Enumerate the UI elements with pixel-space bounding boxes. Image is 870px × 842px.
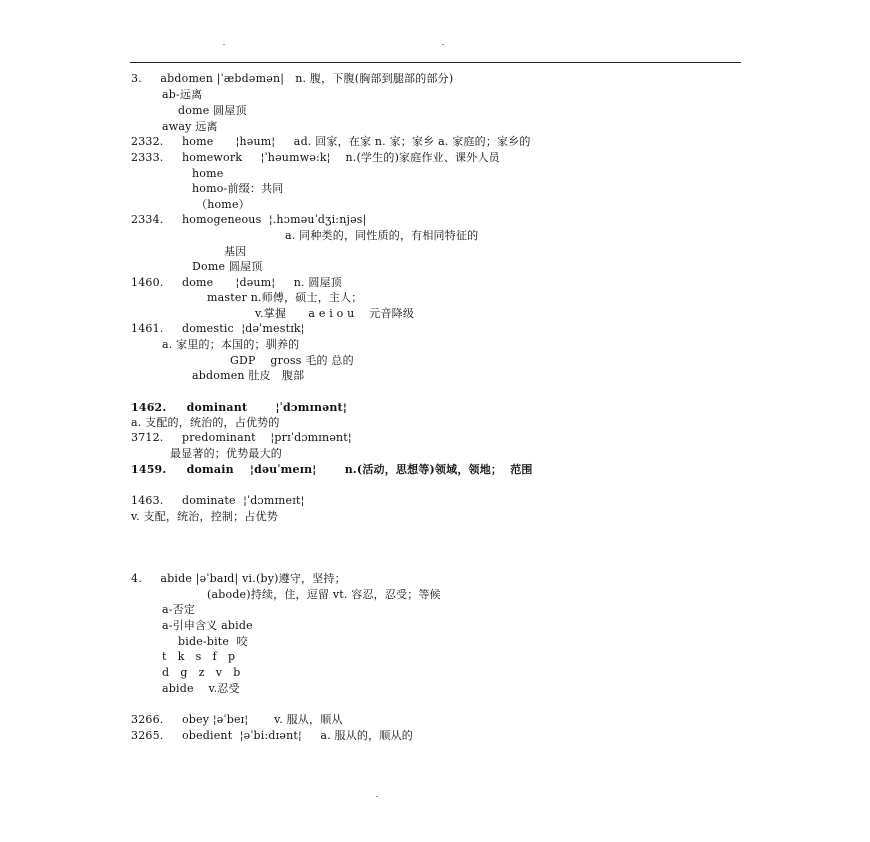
text-line: a. 同种类的，同性质的，有相同特征的	[285, 229, 479, 242]
text-line: 3265. obedient ¦əˈbi:dɪənt¦ a. 服从的，顺从的	[131, 729, 413, 742]
text-line: t k s f p	[162, 650, 236, 663]
text-line: away 远离	[162, 120, 218, 133]
text-line: abide v.忍受	[162, 682, 240, 695]
text-line: home	[192, 167, 224, 180]
text-line: 最显著的；优势最大的	[170, 447, 282, 460]
text-line: 2334. homogeneous ¦.hɔməuˈdʒi:njəs|	[131, 213, 367, 226]
header-mark	[442, 44, 444, 45]
text-line: bide-bite 咬	[178, 635, 248, 648]
text-line: dome 圆屋顶	[178, 104, 247, 117]
text-line: 2333. homework ¦ˈhəumwə:k¦ n.(学生的)家庭作业、课外人员	[131, 151, 500, 164]
text-line: a-否定	[162, 603, 196, 616]
text-line: GDP gross 毛的 总的	[230, 354, 354, 367]
text-line: a. 家里的；本国的；驯养的	[162, 338, 300, 351]
text-line: （home）	[196, 198, 250, 211]
text-line: 3. abdomen |ˈæbdəmən| n. 腹，下腹(胸部到腿部的部分)	[131, 72, 454, 85]
text-line: a-引申含义 abide	[162, 619, 253, 632]
text-line: 3712. predominant ¦prɪˈdɔmɪnənt¦	[131, 431, 352, 444]
text-line: 1461. domestic ¦dəˈmestɪk¦	[131, 322, 305, 335]
text-line: ab-远离	[162, 88, 203, 101]
text-line: master n.师傅，硕士，主人；	[207, 291, 363, 304]
text-line: 基因	[224, 245, 247, 258]
text-line: v.掌握 a e i o u 元音降级	[255, 307, 415, 320]
text-line: 1460. dome ¦dəum¦ n. 圆屋顶	[131, 276, 342, 289]
text-line: 1463. dominate ¦ˈdɔmɪneɪt¦	[131, 494, 305, 507]
text-line: (abode)持续，住，逗留 vt. 容忍，忍受；等候	[207, 588, 441, 601]
text-line: 4. abide |əˈbaɪd| vi.(by)遵守，坚持；	[131, 572, 346, 585]
footer-mark	[376, 796, 378, 797]
text-line: d g z v b	[162, 666, 241, 679]
text-line: 3266. obey ¦əˈbeɪ¦ v. 服从，顺从	[131, 713, 343, 726]
text-line: 1459. domain ¦dəuˈmeɪn¦ n.(活动，思想等)领域，领地； 范围	[131, 463, 533, 476]
text-line: homo-前缀：共同	[192, 182, 284, 195]
text-line: v. 支配，统治，控制；占优势	[131, 510, 278, 523]
header-mark	[223, 44, 225, 45]
text-line: a. 支配的，统治的，占优势的	[131, 416, 280, 429]
text-line: abdomen 肚皮 腹部	[192, 369, 305, 382]
text-line: 1462. dominant ¦ˈdɔmɪnənt¦	[131, 401, 348, 414]
header-rule	[130, 62, 741, 63]
text-line: Dome 圆屋顶	[192, 260, 263, 273]
text-line: 2332. home ¦həum¦ ad. 回家，在家 n. 家；家乡 a. 家庭的；家乡的	[131, 135, 531, 148]
